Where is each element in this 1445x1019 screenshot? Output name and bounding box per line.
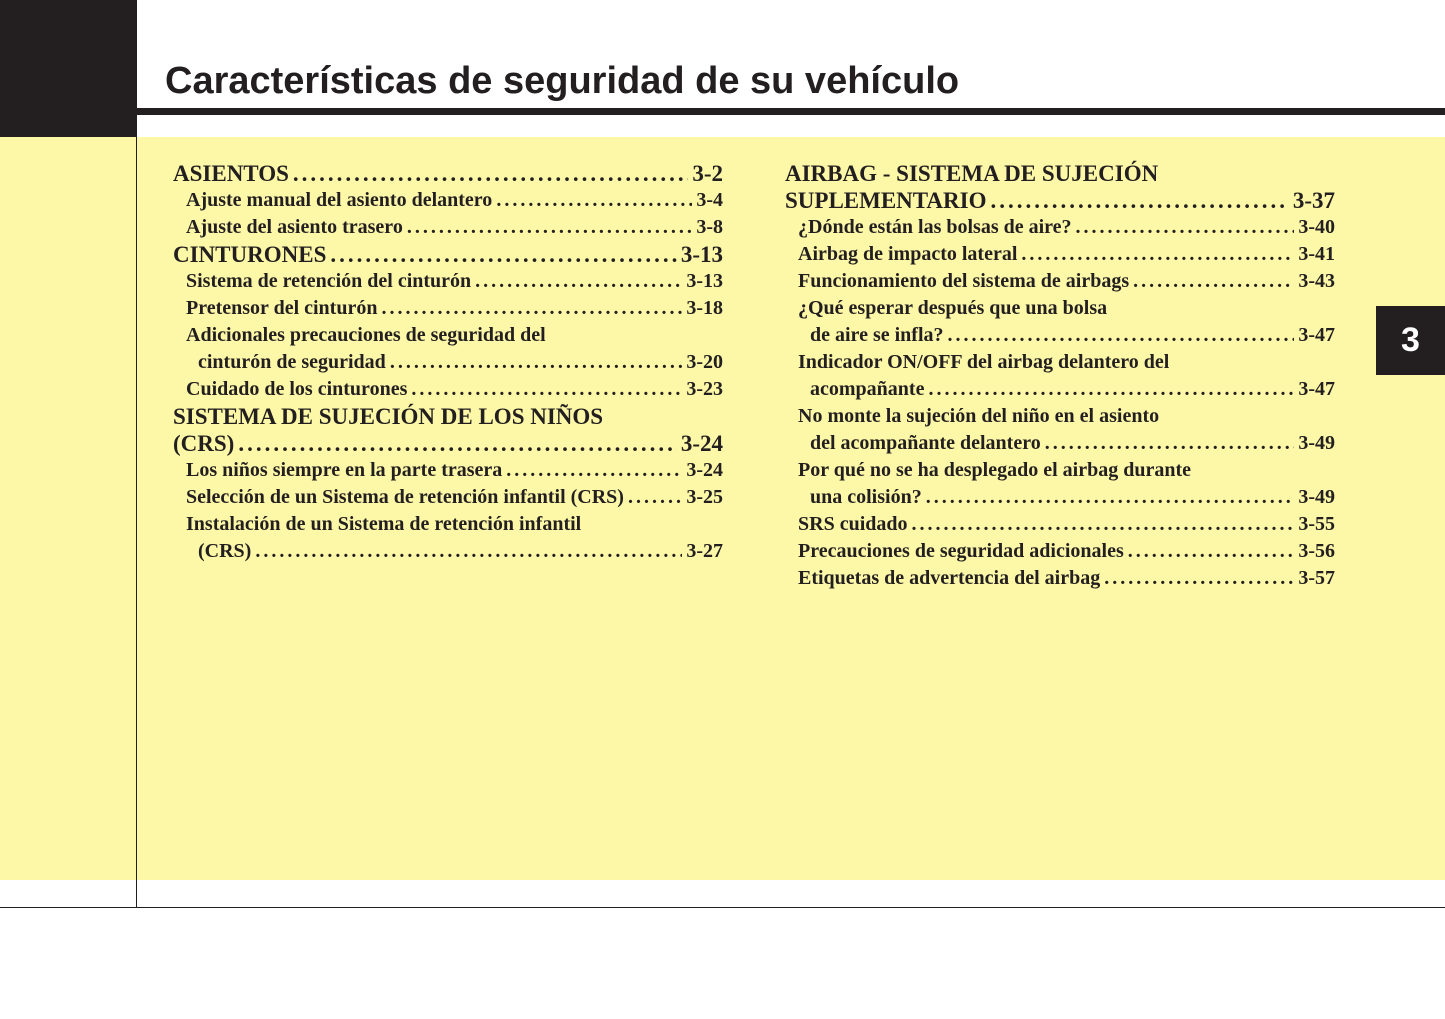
dot-leader xyxy=(1045,430,1295,457)
toc-entry-text: Sistema de retención del cinturón xyxy=(186,270,472,292)
toc-entry-text: CINTURONES xyxy=(173,242,327,267)
toc-entry-text: Cuidado de los cinturones xyxy=(186,378,408,400)
dot-leader xyxy=(1128,538,1295,565)
toc-entry[interactable] xyxy=(173,187,723,214)
toc-entry[interactable] xyxy=(785,322,1335,349)
toc-entry-text: una colisión? xyxy=(810,486,922,508)
toc-entry-text: Los niños siempre en la parte trasera xyxy=(186,459,503,481)
toc-entry-line[interactable] xyxy=(785,160,1335,187)
toc-entry-text: Airbag de impacto lateral xyxy=(798,243,1018,265)
toc-entry-text: cinturón de seguridad xyxy=(198,351,386,373)
dot-leader xyxy=(1076,214,1295,241)
toc-entry-text: Funcionamiento del sistema de airbags xyxy=(798,270,1130,292)
toc-entry-text: Ajuste del asiento trasero xyxy=(186,216,403,238)
toc-entry-text: Pretensor del cinturón xyxy=(186,297,378,319)
toc-entry-text: Ajuste manual del asiento delantero xyxy=(186,189,493,211)
dot-leader xyxy=(475,268,682,295)
margin-line xyxy=(136,137,137,908)
toc-page-number: 3-47 xyxy=(1298,378,1335,400)
toc-entry-text: ¿Dónde están las bolsas de aire? xyxy=(798,216,1072,238)
toc-entry-text: acompañante xyxy=(810,378,925,400)
toc-entry[interactable] xyxy=(785,376,1335,403)
dot-leader xyxy=(1021,241,1294,268)
toc-page-number: 3-37 xyxy=(1292,188,1335,213)
toc-entry-text: (CRS) xyxy=(198,540,252,562)
toc-entry[interactable] xyxy=(785,268,1335,295)
toc-page-number: 3-40 xyxy=(1298,216,1335,238)
dot-leader xyxy=(926,484,1295,511)
toc-entry[interactable] xyxy=(173,268,723,295)
toc-entry-text: (CRS) xyxy=(173,431,235,456)
toc-entry-line[interactable] xyxy=(785,457,1335,484)
toc-entry-text: AIRBAG - SISTEMA DE SUJECIÓN xyxy=(785,161,1159,186)
dot-leader xyxy=(407,214,693,241)
toc-page-number: 3-56 xyxy=(1298,540,1335,562)
toc-entry[interactable] xyxy=(173,484,723,511)
toc-page-number: 3-24 xyxy=(680,431,723,456)
toc-entry[interactable] xyxy=(785,187,1335,214)
toc-entry[interactable] xyxy=(785,214,1335,241)
toc-entry[interactable] xyxy=(173,376,723,403)
dot-leader xyxy=(238,430,676,457)
dot-leader xyxy=(390,349,683,376)
toc-left-column xyxy=(173,160,723,565)
toc-entry-text: Selección de un Sistema de retención infantil (CRS) xyxy=(186,486,624,508)
toc-entry[interactable] xyxy=(173,430,723,457)
toc-entry-text: del acompañante delantero xyxy=(810,432,1041,454)
toc-entry-line[interactable] xyxy=(173,511,723,538)
toc-entry-text: ¿Qué esperar después que una bolsa xyxy=(798,297,1108,319)
toc-page-number: 3-57 xyxy=(1298,567,1335,589)
toc-entry[interactable] xyxy=(785,484,1335,511)
toc-page-number: 3-43 xyxy=(1298,270,1335,292)
toc-page-number: 3-41 xyxy=(1298,243,1335,265)
toc-entry-text: Etiquetas de advertencia del airbag xyxy=(798,567,1101,589)
toc-entry[interactable] xyxy=(173,538,723,565)
dot-leader xyxy=(255,538,682,565)
dot-leader xyxy=(1104,565,1294,592)
toc-entry-text: SISTEMA DE SUJECIÓN DE LOS NIÑOS xyxy=(173,404,604,429)
toc-entry-line[interactable] xyxy=(785,349,1335,376)
dot-leader xyxy=(381,295,682,322)
dot-leader xyxy=(628,484,682,511)
toc-entry-line[interactable] xyxy=(173,403,723,430)
chapter-tab[interactable]: 3 xyxy=(1376,306,1445,375)
toc-entry-text: Adicionales precauciones de seguridad del xyxy=(186,324,546,346)
toc-page-number: 3-4 xyxy=(696,189,723,211)
toc-entry-line[interactable] xyxy=(785,295,1335,322)
toc-right-column xyxy=(785,160,1335,592)
toc-entry-text: SRS cuidado xyxy=(798,513,908,535)
toc-entry[interactable] xyxy=(785,565,1335,592)
toc-page-number: 3-49 xyxy=(1298,486,1335,508)
toc-entry-line[interactable] xyxy=(173,322,723,349)
toc-entry-text: No monte la sujeción del niño en el asiento xyxy=(798,405,1160,427)
toc-page-number: 3-49 xyxy=(1298,432,1335,454)
toc-entry[interactable] xyxy=(785,511,1335,538)
dot-leader xyxy=(330,241,676,268)
toc-page-number: 3-25 xyxy=(686,486,723,508)
page-title: Características de seguridad de su vehículo xyxy=(165,60,960,102)
dot-leader xyxy=(411,376,682,403)
toc-entry-text: de aire se infla? xyxy=(810,324,944,346)
toc-entry[interactable] xyxy=(785,538,1335,565)
dot-leader xyxy=(991,187,1289,214)
toc-entry-text: Indicador ON/OFF del airbag delantero del xyxy=(798,351,1170,373)
toc-entry[interactable] xyxy=(785,241,1335,268)
toc-page-number: 3-20 xyxy=(686,351,723,373)
dot-leader xyxy=(506,457,682,484)
toc-entry-text: Instalación de un Sistema de retención infantil xyxy=(186,513,582,535)
toc-entry-text: Por qué no se ha desplegado el airbag durante xyxy=(798,459,1191,481)
title-underline xyxy=(137,108,1445,115)
dot-leader xyxy=(912,511,1295,538)
toc-entry[interactable] xyxy=(173,160,723,187)
toc-entry[interactable] xyxy=(173,295,723,322)
toc-page-number: 3-55 xyxy=(1298,513,1335,535)
toc-page-number: 3-24 xyxy=(686,459,723,481)
dot-leader xyxy=(928,376,1294,403)
footer-line xyxy=(0,907,1445,908)
toc-entry-line[interactable] xyxy=(785,403,1335,430)
toc-entry[interactable] xyxy=(173,241,723,268)
toc-page-number: 3-27 xyxy=(686,540,723,562)
toc-entry[interactable] xyxy=(173,457,723,484)
toc-entry-text: ASIENTOS xyxy=(173,161,289,186)
dot-leader xyxy=(496,187,692,214)
toc-entry[interactable] xyxy=(173,349,723,376)
toc-page-number: 3-13 xyxy=(680,242,723,267)
toc-entry[interactable] xyxy=(173,214,723,241)
toc-page-number: 3-13 xyxy=(686,270,723,292)
toc-page-number: 3-18 xyxy=(686,297,723,319)
toc-page-number: 3-2 xyxy=(692,161,723,186)
dot-leader xyxy=(948,322,1295,349)
toc-page-number: 3-23 xyxy=(686,378,723,400)
corner-block xyxy=(0,0,137,137)
toc-page-number: 3-8 xyxy=(696,216,723,238)
toc-entry-text: Precauciones de seguridad adicionales xyxy=(798,540,1124,562)
toc-page-number: 3-47 xyxy=(1298,324,1335,346)
dot-leader xyxy=(1133,268,1294,295)
toc-entry-text: SUPLEMENTARIO xyxy=(785,188,987,213)
dot-leader xyxy=(293,160,688,187)
toc-entry[interactable] xyxy=(785,430,1335,457)
